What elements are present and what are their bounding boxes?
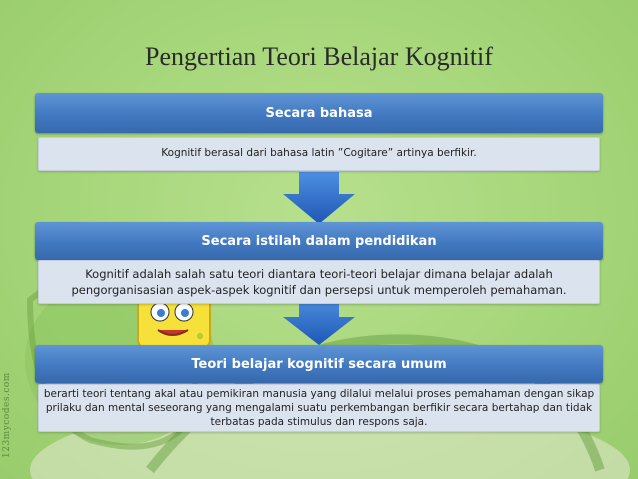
- section-header-secara-istilah: Secara istilah dalam pendidikan: [35, 222, 603, 260]
- section-text: Kognitif berasal dari bahasa latin ”Cogitare” artinya berfikir.: [161, 147, 477, 160]
- section-header-secara-bahasa: Secara bahasa: [35, 93, 603, 133]
- down-arrow-icon: [283, 172, 355, 224]
- section-text: Kognitif adalah salah satu teori diantara teori-teori belajar dimana belajar adalah pengorganisasian aspek-aspek kognitif dan persepsi untuk memperoleh pemahaman.: [71, 266, 567, 297]
- section-text-secara-bahasa: [38, 137, 600, 171]
- section-header-teori-belajar: Teori belajar kognitif secara umum: [35, 345, 603, 383]
- slide-title: Pengertian Teori Belajar Kognitif: [145, 42, 493, 71]
- down-arrow-icon: [283, 297, 355, 345]
- watermark-text: 123mycodes.com: [2, 372, 12, 458]
- section-text: berarti teori tentang akal atau pemikiran manusia yang dilalui melalui proses pemahaman dengan sikap prilaku dan mental seseorang yang mengalami suatu perkembangan berfikir secara bertahap dan tidak terbatas pada stimulus dan respons saja.: [43, 387, 595, 429]
- section-text-secara-istilah: [38, 260, 600, 304]
- section-text-teori-belajar: [38, 384, 600, 432]
